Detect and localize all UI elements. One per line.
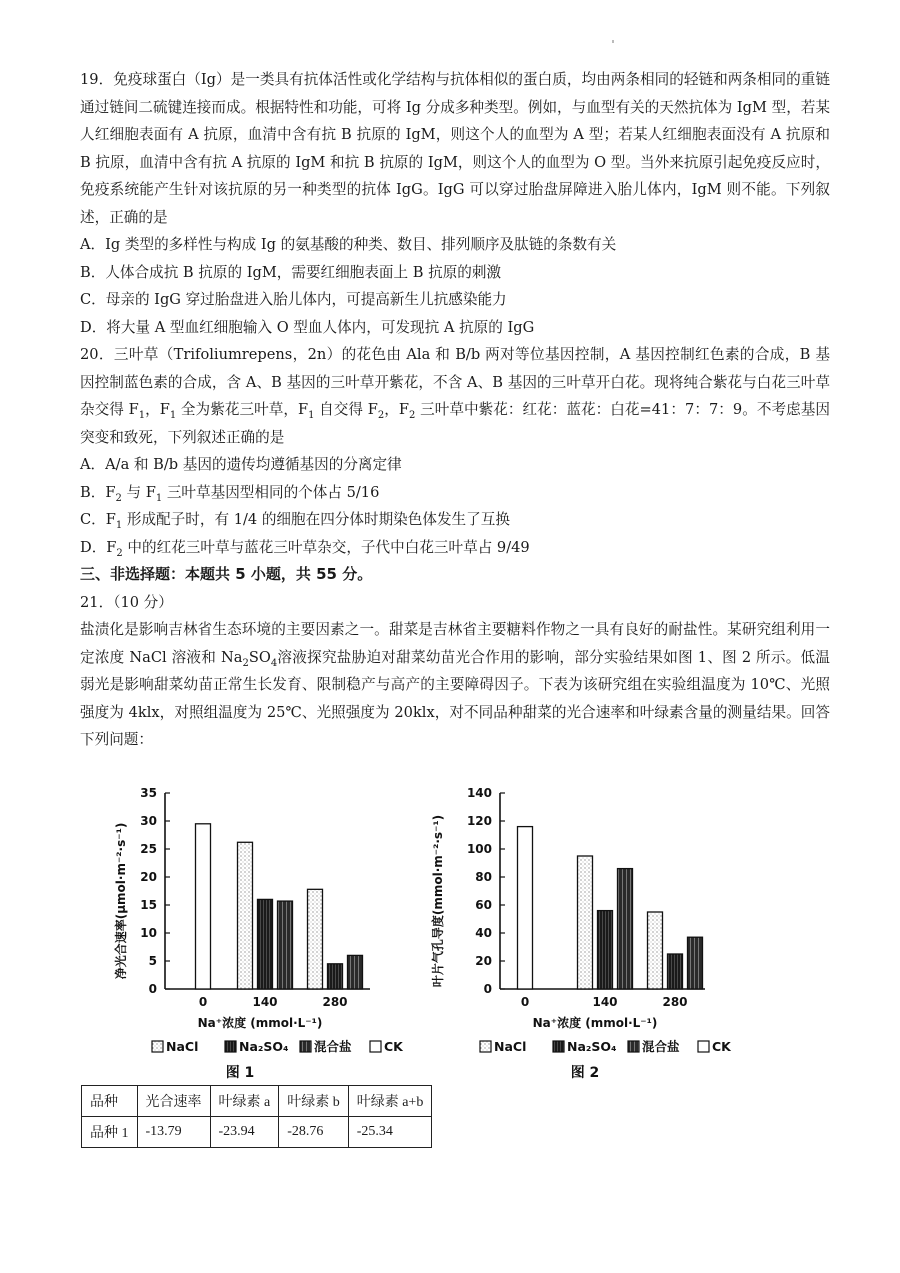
table-cell: -13.79: [137, 1117, 210, 1148]
legend-swatch: [370, 1041, 381, 1052]
table-header-cell: 叶绿素 b: [279, 1086, 349, 1117]
table-header-cell: 光合速率: [137, 1086, 210, 1117]
legend-label: 混合盐: [642, 1039, 680, 1054]
bar-NaCl: [238, 842, 253, 989]
y-tick-label: 10: [140, 926, 157, 940]
legend-label: NaCl: [166, 1039, 199, 1054]
q20-option-b: B．$F_2$ 与 $F_1$ 三叶草基因型相同的个体占 5/16: [80, 483, 380, 504]
bar-CK: [196, 824, 211, 989]
legend-swatch: [628, 1041, 639, 1052]
bar-混合盐: [348, 955, 363, 989]
y-axis-label: 净光合速率(μmol·m⁻²·s⁻¹): [114, 822, 128, 980]
y-tick-label: 20: [475, 954, 492, 968]
legend-swatch: [225, 1041, 236, 1052]
y-tick-label: 35: [140, 786, 157, 800]
y-tick-label: 20: [140, 870, 157, 884]
x-tick-label: 0: [520, 995, 530, 1009]
bar-NaCl: [308, 889, 323, 989]
y-tick-label: 140: [466, 786, 492, 800]
y-tick-label: 40: [475, 926, 492, 940]
y-axis-label: 叶片气孔导度(mmol·m⁻²·s⁻¹): [431, 814, 445, 988]
section-heading: 三、非选择题：本题共 5 小题，共 55 分。: [80, 565, 373, 583]
legend-swatch: [152, 1041, 163, 1052]
q21-stem: 盐渍化是影响吉林省生态环境的主要因素之一。甜菜是吉林省主要糖料作物之一具有良好的耐盐性。某研究组利用一定浓度 NaCl 溶液和 $Na_2SO_4$溶液探究盐胁迫对甜菜幼苗光合作用的影响，部分实验结果如图 1、图 2 所示。低温弱光是影响甜菜幼苗正常生长发育、限制稳产与高产的主要障碍因子。下表为该研究组在实验组温度为 10℃、光照强度为 4klx，对照组温度为 25℃、光照强度为 20klx，对不同品种甜菜的光合速率和叶绿素含量的测量结果。回答下列问题：: [80, 621, 830, 748]
charts-svg: [80, 783, 830, 1083]
y-tick-label: 0: [148, 982, 157, 996]
legend-label: CK: [384, 1039, 403, 1054]
bar-NaCl: [648, 912, 663, 989]
bar-混合盐: [278, 901, 293, 989]
x-tick-label: 0: [198, 995, 208, 1009]
figure-caption: 图 1: [225, 1065, 255, 1081]
q19-option-c: C．母亲的 IgG 穿过胎盘进入胎儿体内，可提高新生儿抗感染能力: [80, 291, 507, 308]
q19-option-b: B．人体合成抗 B 抗原的 IgM，需要红细胞表面上 B 抗原的刺激: [80, 263, 502, 281]
y-tick-label: 5: [148, 954, 157, 968]
q20-option-c: C．$F_1$ 形成配子时，有 1/4 的细胞在四分体时期染色体发生了互换: [80, 511, 510, 531]
bar-Na₂SO₄: [668, 954, 683, 989]
x-tick-label: 140: [592, 995, 618, 1009]
legend-label: NaCl: [494, 1039, 527, 1054]
bar-NaCl: [578, 856, 593, 989]
bar-CK: [518, 827, 533, 989]
y-tick-label: 60: [475, 898, 492, 912]
legend-label: Na₂SO₄: [239, 1039, 289, 1054]
q19-option-d: D．将大量 A 型血红细胞输入 O 型血人体内，可发现抗 A 抗原的 IgG: [80, 318, 535, 336]
figures: [80, 783, 830, 1083]
table-header-cell: 叶绿素 a+b: [348, 1086, 432, 1117]
y-tick-label: 120: [466, 814, 492, 828]
y-tick-label: 25: [140, 842, 157, 856]
x-axis-label: Na⁺浓度 (mmol·L⁻¹): [532, 1016, 658, 1030]
legend-swatch: [300, 1041, 311, 1052]
q19-stem: 19．免疫球蛋白（Ig）是一类具有抗体活性或化学结构与抗体相似的蛋白质，均由两条相同的轻链和两条相同的重链通过链间二硫键连接而成。根据特性和功能，可将 Ig 分成多种类型。例如，与血型有关的天然抗体为 IgM 型，若某人红细胞表面有 A 抗原，血清中含有抗 B 抗原的 IgM，则这个人的血型为 A 型；若某人红细胞表面没有 A 抗原和 B 抗原，血清中含有抗 A 抗原的 IgM 和抗 B 抗原的 IgM，则这个人的血型为 O 型。当外来抗原引起免疫反应时，免疫系统能产生针对该抗原的另一种类型的抗体 IgG。IgG 可以穿过胎盘屏障进入胎儿体内，IgM 则不能。下列叙述，正确的是: [80, 71, 830, 226]
legend-swatch: [698, 1041, 709, 1052]
x-tick-label: 280: [662, 995, 688, 1009]
table-cell: -23.94: [210, 1117, 279, 1148]
q20-option-a: A．A/a 和 B/b 基因的遗传均遵循基因的分离定律: [80, 456, 402, 473]
table-cell: -25.34: [348, 1117, 432, 1148]
legend-label: 混合盐: [314, 1039, 352, 1054]
legend-swatch: [480, 1041, 491, 1052]
q20-stem: 20．三叶草（Trifoliumrepens，2n）的花色由 Ala 和 B/b 两对等位基因控制，A 基因控制红色素的合成，B 基因控制蓝色素的合成，含 A、B 基因的三叶草开紫花，不含 A、B 基因的三叶草开白花。现将纯合紫花与白花三叶草杂交得 $F_1$，$F_1$ 全为紫花三叶草，$F_1$ 自交得 $F_2$，$F_2$ 三叶草中紫花：红花：蓝花：白花=41：7：7：9。不考虑基因突变和致死，下列叙述正确的是: [80, 346, 830, 446]
x-tick-label: 280: [322, 995, 348, 1009]
bar-Na₂SO₄: [328, 964, 343, 989]
table-header-row: [82, 1086, 432, 1117]
table-cell: 品种 1: [82, 1117, 138, 1148]
figure-caption: 图 2: [570, 1065, 600, 1081]
legend-swatch: [553, 1041, 564, 1052]
legend-label: CK: [712, 1039, 731, 1054]
q20-option-d: D．$F_2$ 中的红花三叶草与蓝花三叶草杂交，子代中白花三叶草占 9/49: [80, 538, 530, 559]
y-tick-label: 15: [140, 898, 157, 912]
x-tick-label: 140: [252, 995, 278, 1009]
table-header-cell: 叶绿素 a: [210, 1086, 279, 1117]
bar-混合盐: [688, 937, 703, 989]
table-header-cell: 品种: [82, 1086, 138, 1117]
y-tick-label: 100: [466, 842, 492, 856]
q19-option-a: A．Ig 类型的多样性与构成 Ig 的氨基酸的种类、数目、排列顺序及肽链的条数有关: [80, 236, 617, 253]
x-axis-label: Na⁺浓度 (mmol·L⁻¹): [197, 1016, 323, 1030]
table-cell: -28.76: [279, 1117, 349, 1148]
table-row: [82, 1117, 432, 1148]
bar-混合盐: [618, 869, 633, 989]
bar-Na₂SO₄: [258, 899, 273, 989]
exam-page: [80, 66, 830, 754]
y-tick-label: 0: [483, 982, 492, 996]
q21-header: 21．（10 分）: [80, 593, 173, 611]
results-table: [81, 1085, 432, 1148]
y-tick-label: 80: [475, 870, 492, 884]
scan-speck: [612, 40, 614, 43]
legend-label: Na₂SO₄: [567, 1039, 617, 1054]
bar-Na₂SO₄: [598, 911, 613, 989]
y-tick-label: 30: [140, 814, 157, 828]
